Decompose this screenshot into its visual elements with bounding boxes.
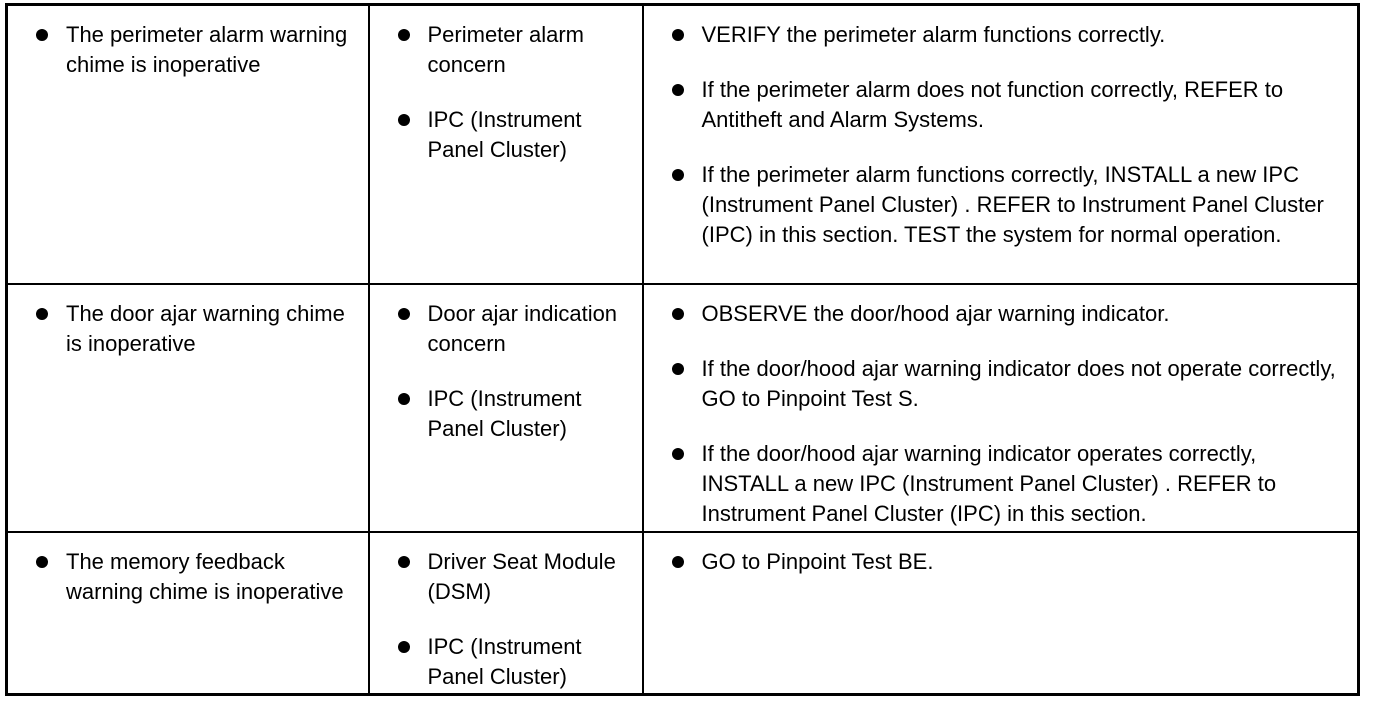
list-item [396, 299, 632, 359]
action-text: If the perimeter alarm does not function correctly, REFER to Antitheft and Alarm Systems. [701, 77, 1284, 132]
source-text: Driver Seat Module (DSM) [427, 548, 616, 604]
source-text: IPC (Instrument Panel Cluster) [427, 107, 582, 162]
bullet-icon [672, 169, 684, 181]
condition-text: The memory feedback warning chime is inoperative [66, 548, 344, 604]
table-row [7, 5, 1359, 284]
list-item [670, 354, 1348, 414]
condition-list [34, 20, 358, 80]
action-cell [643, 284, 1359, 532]
bullet-icon [36, 29, 48, 41]
condition-text: The door ajar warning chime is inoperative [66, 300, 345, 356]
action-text: If the perimeter alarm functions correctly, INSTALL a new IPC (Instrument Panel Cluster) . REFER to Instrument Panel Cluster (IPC) in this section. TEST the system for normal operation. [701, 162, 1324, 247]
source-list [396, 299, 632, 444]
bullet-icon [672, 448, 684, 460]
list-item [34, 547, 358, 607]
symptom-chart-table [5, 3, 1360, 696]
condition-cell [7, 532, 369, 695]
bullet-icon [36, 556, 48, 568]
source-text: Perimeter alarm concern [427, 22, 584, 77]
list-item [34, 20, 358, 80]
bullet-icon [672, 556, 684, 568]
condition-list [34, 299, 358, 359]
action-list [670, 547, 1348, 577]
bullet-icon [398, 393, 410, 405]
source-text: IPC (Instrument Panel Cluster) [427, 633, 582, 689]
source-list [396, 547, 632, 692]
list-item [34, 299, 358, 359]
bullet-icon [672, 308, 684, 320]
list-item [670, 547, 1348, 577]
action-text: If the door/hood ajar warning indicator does not operate correctly, GO to Pinpoint Test S. [701, 355, 1336, 411]
bullet-icon [672, 363, 684, 375]
table-row [7, 532, 1359, 695]
action-list [670, 20, 1348, 250]
action-cell [643, 5, 1359, 284]
source-cell [369, 5, 643, 284]
list-item [670, 299, 1348, 329]
source-text: Door ajar indication concern [427, 300, 618, 356]
action-text: If the door/hood ajar warning indicator operates correctly, INSTALL a new IPC (Instrument Panel Cluster) . REFER to Instrument Panel Cluster (IPC) in this section. [701, 440, 1277, 526]
list-item [396, 384, 632, 444]
action-text: VERIFY the perimeter alarm functions correctly. [701, 22, 1166, 47]
source-cell [369, 284, 643, 532]
action-text: GO to Pinpoint Test BE. [701, 548, 934, 574]
bullet-icon [398, 29, 410, 41]
list-item [670, 20, 1348, 50]
action-cell [643, 532, 1359, 695]
list-item [670, 160, 1348, 250]
table-row [7, 284, 1359, 532]
bullet-icon [398, 641, 410, 653]
source-list [396, 20, 632, 165]
condition-cell [7, 284, 369, 532]
bullet-icon [398, 114, 410, 126]
list-item [670, 75, 1348, 135]
bullet-icon [672, 84, 684, 96]
condition-list [34, 547, 358, 607]
list-item [396, 547, 632, 607]
list-item [396, 632, 632, 692]
bullet-icon [398, 308, 410, 320]
bullet-icon [672, 29, 684, 41]
bullet-icon [36, 308, 48, 320]
list-item [670, 439, 1348, 529]
bullet-icon [398, 556, 410, 568]
list-item [396, 105, 632, 165]
source-cell [369, 532, 643, 695]
action-text: OBSERVE the door/hood ajar warning indicator. [701, 300, 1170, 326]
action-list [670, 299, 1348, 529]
condition-cell [7, 5, 369, 284]
list-item [396, 20, 632, 80]
source-text: IPC (Instrument Panel Cluster) [427, 385, 582, 441]
condition-text: The perimeter alarm warning chime is inoperative [66, 22, 348, 77]
